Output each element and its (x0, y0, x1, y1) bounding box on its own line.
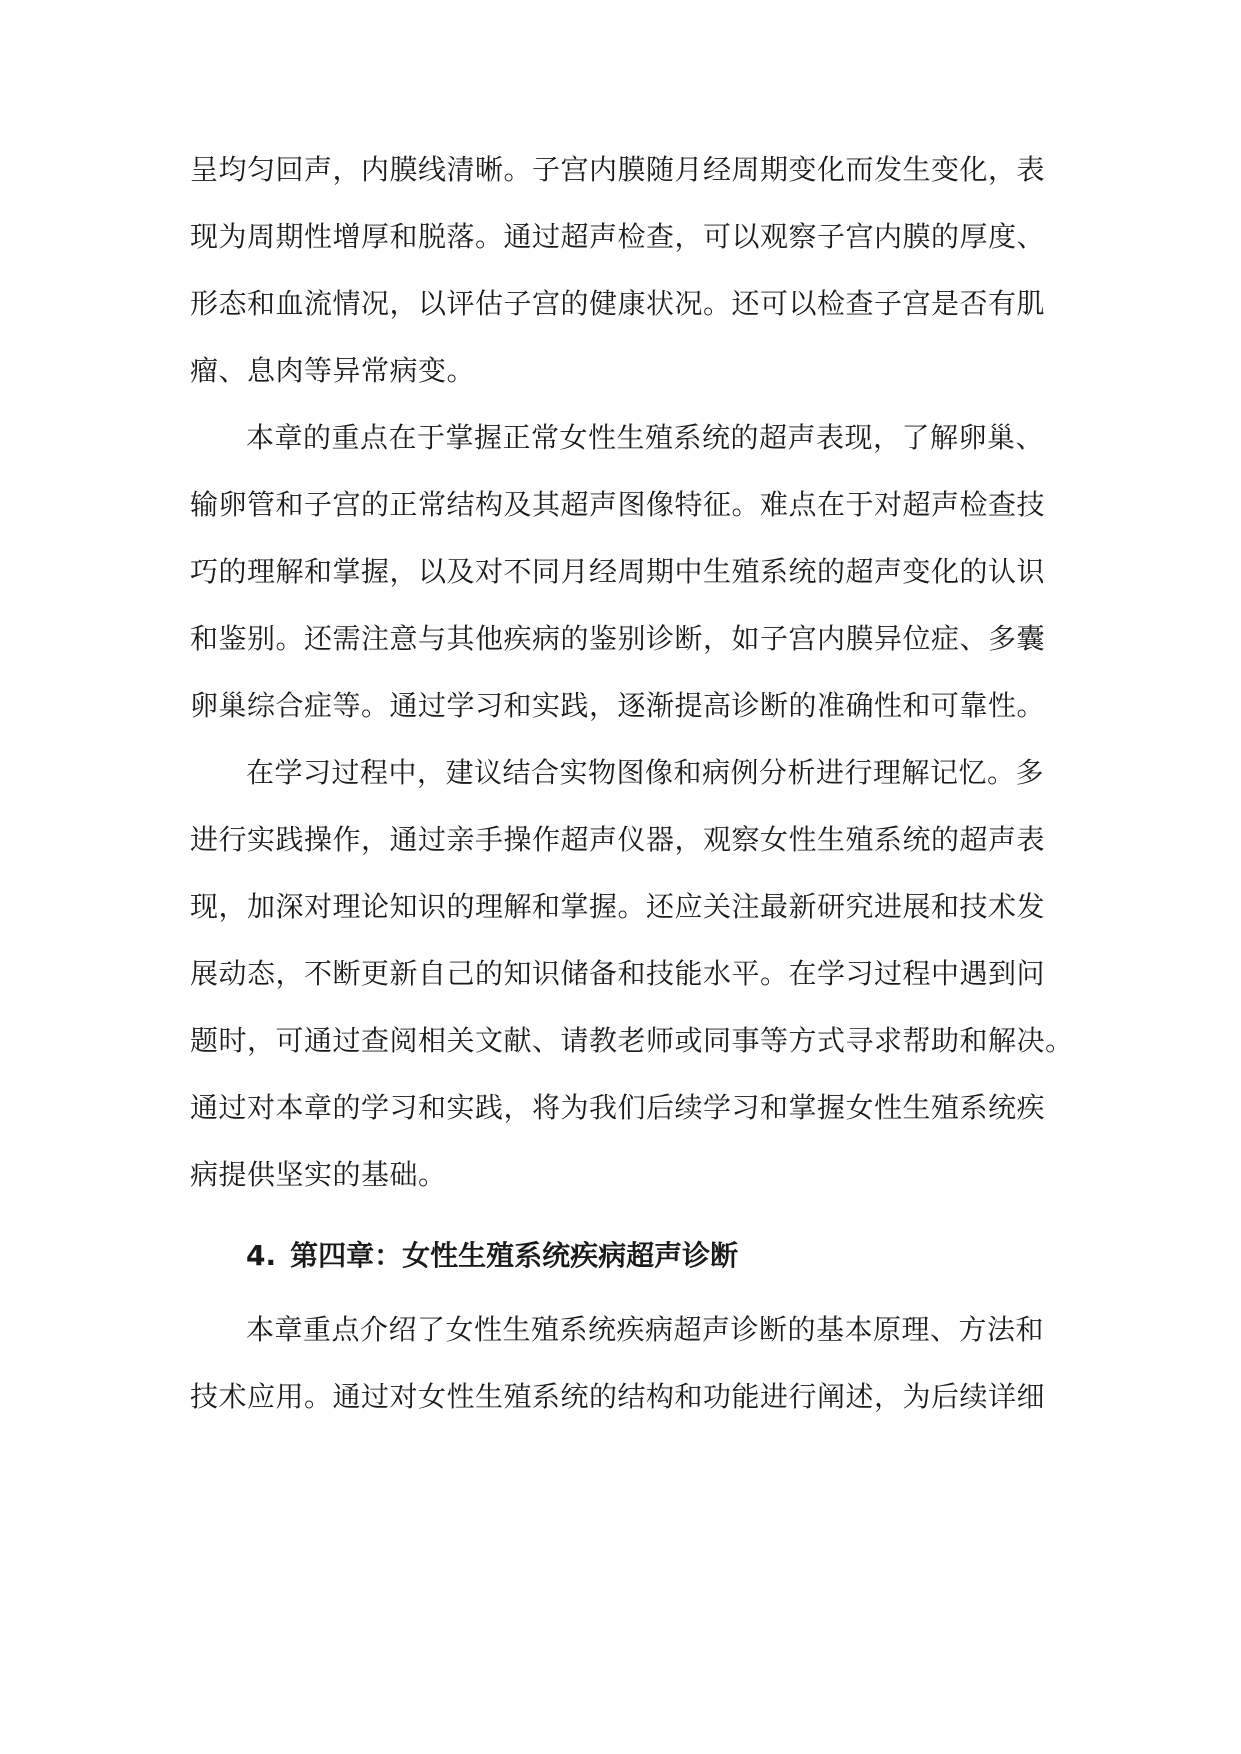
paragraph-line: 本章的重点在于掌握正常女性生殖系统的超声表现，了解卵巢、 (246, 421, 1045, 454)
paragraph-line: 卵巢综合症等。通过学习和实践，逐渐提高诊断的准确性和可靠性。 (190, 689, 1046, 722)
paragraph-line: 现，加深对理论知识的理解和掌握。还应关注最新研究进展和技术发 (190, 890, 1046, 923)
paragraph-line: 在学习过程中，建议结合实物图像和病例分析进行理解记忆。多 (246, 756, 1045, 789)
paragraph-line: 呈均匀回声，内膜线清晰。子宫内膜随月经周期变化而发生变化，表 (190, 153, 1046, 186)
paragraph-line: 巧的理解和掌握，以及对不同月经周期中生殖系统的超声变化的认识 (190, 555, 1046, 588)
paragraph-line: 输卵管和子宫的正常结构及其超声图像特征。难点在于对超声检查技 (190, 488, 1046, 521)
paragraph-line: 形态和血流情况，以评估子宫的健康状况。还可以检查子宫是否有肌 (190, 287, 1046, 320)
paragraph-line: 病提供坚实的基础。 (190, 1158, 447, 1191)
paragraph-line: 通过对本章的学习和实践，将为我们后续学习和掌握女性生殖系统疾 (190, 1091, 1046, 1124)
chapter-number: 4. (246, 1239, 277, 1272)
paragraph-line: 瘤、息肉等异常病变。 (190, 354, 476, 387)
paragraph-line: 进行实践操作，通过亲手操作超声仪器，观察女性生殖系统的超声表 (190, 823, 1046, 856)
chapter-heading (246, 1236, 738, 1276)
paragraph-line: 展动态，不断更新自己的知识储备和技能水平。在学习过程中遇到问 (190, 957, 1046, 990)
paragraph-line: 技术应用。通过对女性生殖系统的结构和功能进行阐述，为后续详细 (190, 1380, 1046, 1413)
paragraph-line: 本章重点介绍了女性生殖系统疾病超声诊断的基本原理、方法和 (246, 1313, 1045, 1346)
paragraph-line: 和鉴别。还需注意与其他疾病的鉴别诊断，如子宫内膜异位症、多囊 (190, 622, 1046, 655)
chapter-title: 第四章：女性生殖系统疾病超声诊断 (290, 1239, 739, 1272)
paragraph-line: 现为周期性增厚和脱落。通过超声检查，可以观察子宫内膜的厚度、 (190, 220, 1046, 253)
paragraph-line: 题时，可通过查阅相关文献、请教老师或同事等方式寻求帮助和解决。 (190, 1024, 1074, 1057)
